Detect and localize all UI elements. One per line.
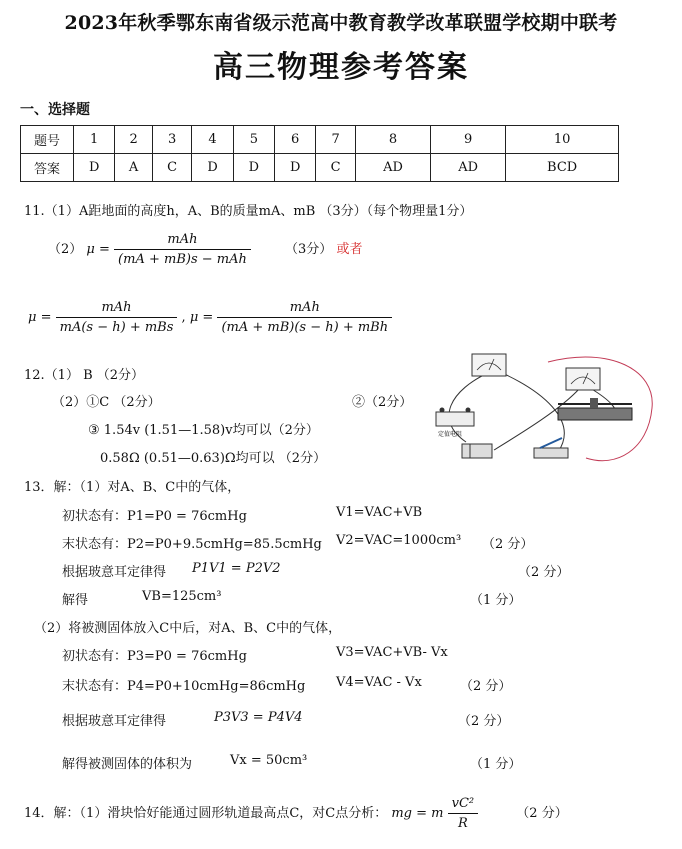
table-cell: C: [316, 154, 356, 182]
score: （3分）: [285, 242, 333, 257]
resistor-label: 定值电阻: [438, 431, 463, 438]
table-cell: D: [74, 154, 115, 182]
q11-line1: 11.（1）A距地面的高度h，A、B的质量mA、mB （3分）（每个物理量1分）: [24, 204, 473, 219]
ammeter-icon: [566, 368, 600, 390]
q13-line4b: P1V1 = P2V2: [192, 561, 281, 576]
section-heading: 一、选择题: [20, 102, 90, 118]
q13-line8a: 末状态有：P4=P0+10cmHg=86cmHg: [62, 679, 306, 694]
separator: ,: [181, 310, 186, 325]
q12-line1: 12.（1） B （2分）: [24, 368, 145, 383]
voltmeter-icon: [472, 354, 506, 376]
fraction-numerator: mAh: [56, 300, 178, 318]
formula-lhs: μ =: [28, 310, 52, 325]
q13-line5c: （1 分）: [470, 593, 522, 608]
q13-line2a: 初状态有：P1=P0 = 76cmHg: [62, 509, 247, 524]
table-cell: BCD: [506, 154, 619, 182]
q13-line7b: V3=VAC+VB- Vx: [336, 645, 448, 660]
q13-line10c: （1 分）: [470, 757, 522, 772]
formula-lhs: mg = m: [391, 806, 444, 821]
table-cell: D: [275, 154, 316, 182]
table-row-numbers: [21, 126, 619, 154]
q13-line8b: V4=VAC - Vx: [336, 675, 422, 690]
fraction: [217, 300, 392, 335]
answer-table: [20, 125, 619, 182]
table-cell: D: [233, 154, 274, 182]
q13-line5b: VB=125cm³: [142, 589, 222, 604]
q13-line7a: 初状态有：P3=P0 = 76cmHg: [62, 649, 247, 664]
table-cell: 2: [115, 126, 153, 154]
q13-line10a: 解得被测固体的体积为: [62, 757, 193, 772]
fraction: [56, 300, 178, 335]
q13-line9a: 根据玻意耳定律得: [62, 714, 167, 729]
fraction-denominator: (mA + mB)s − mAh: [118, 252, 247, 267]
fraction-numerator: vC²: [448, 796, 479, 814]
table-cell: 3: [152, 126, 192, 154]
q12-line3: ③ 1.54v (1.51—1.58)v均可以（2分）: [88, 423, 319, 438]
table-cell: 5: [233, 126, 274, 154]
q13-line3a: 末状态有：P2=P0+9.5cmHg=85.5cmHg: [62, 537, 322, 552]
part-label: （2）: [48, 242, 83, 257]
q14-text: 14．解：（1）滑块恰好能通过圆形轨道最高点C，对C点分析：: [24, 806, 388, 821]
rheostat-icon: [558, 398, 632, 420]
table-cell: 8: [355, 126, 430, 154]
table-row-answers: [21, 154, 619, 182]
table-cell: 10: [506, 126, 619, 154]
fraction-numerator: mAh: [114, 232, 251, 250]
table-cell: 1: [74, 126, 115, 154]
table-cell: 7: [316, 126, 356, 154]
fraction-denominator: R: [458, 816, 468, 831]
formula-lhs: μ =: [189, 310, 214, 325]
q13-line3b: V2=VAC=1000cm³: [336, 533, 462, 548]
q12-line2a: （2）①C （2分）: [52, 395, 161, 410]
fraction: [448, 796, 479, 831]
q13-line4a: 根据玻意耳定律得: [62, 565, 167, 580]
table-cell: C: [152, 154, 192, 182]
q13-line4c: （2 分）: [518, 565, 570, 580]
q11-formula1: [48, 232, 362, 267]
table-cell: AD: [431, 154, 506, 182]
q11-formula2: [28, 300, 392, 335]
alternative-label: 或者: [336, 242, 363, 257]
document-subtitle: 高三物理参考答案: [213, 50, 469, 85]
q13-line3c: （2 分）: [482, 537, 534, 552]
document-title: 2023年秋季鄂东南省级示范高中教育教学改革联盟学校期中联考: [64, 12, 618, 34]
q13-line6: （2）将被测固体放入C中后，对A、B、C中的气体，: [34, 621, 342, 636]
circuit-diagram: [430, 350, 662, 468]
q13-line10b: Vx = 50cm³: [230, 753, 308, 768]
fraction-denominator: mA(s − h) + mBs: [59, 320, 174, 335]
q13-line9c: （2 分）: [458, 714, 510, 729]
score: （2 分）: [516, 806, 568, 821]
resistor-icon: [436, 408, 474, 439]
table-cell: D: [192, 154, 233, 182]
formula-lhs: μ =: [86, 242, 110, 257]
q13-line5a: 解得: [62, 593, 89, 608]
q13-line9b: P3V3 = P4V4: [214, 710, 303, 725]
row-label: 答案: [21, 154, 74, 182]
q13-line8c: （2 分）: [460, 679, 512, 694]
row-label: 题号: [21, 126, 74, 154]
q13-line1: 13．解：（1）对A、B、C中的气体，: [24, 480, 241, 495]
table-cell: A: [115, 154, 153, 182]
fraction-numerator: mAh: [217, 300, 392, 318]
table-cell: 9: [431, 126, 506, 154]
fraction: [114, 232, 251, 267]
q12-line2b: ②（2分）: [352, 395, 413, 410]
table-cell: 4: [192, 126, 233, 154]
q12-line4: 0.58Ω (0.51—0.63)Ω均可以 （2分）: [100, 451, 327, 466]
fraction-denominator: (mA + mB)(s − h) + mBh: [221, 320, 389, 335]
q13-line2b: V1=VAC+VB: [336, 505, 423, 520]
table-cell: 6: [275, 126, 316, 154]
table-cell: AD: [355, 154, 430, 182]
battery-icon: [462, 444, 492, 458]
q14-line1: [24, 796, 568, 831]
